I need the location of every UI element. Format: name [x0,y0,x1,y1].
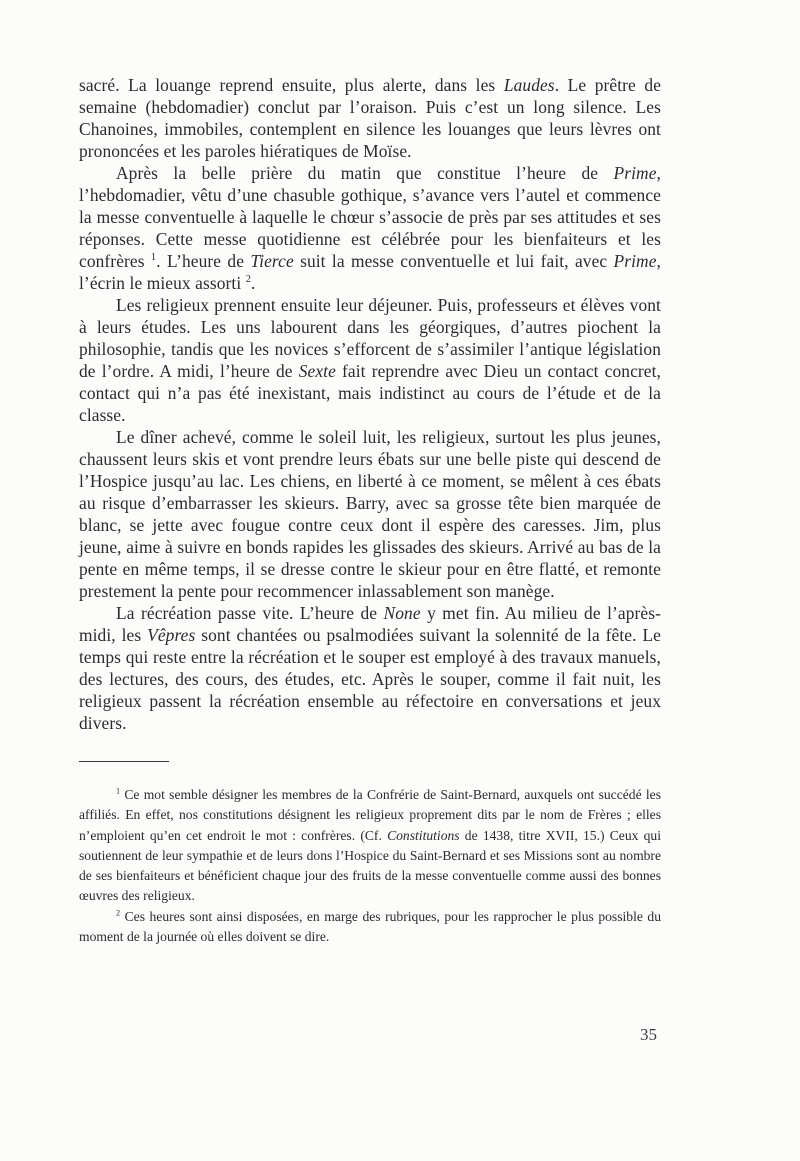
text-run: Après la belle prière du matin que constitue l’heure de [116,163,614,183]
text-run: . [251,273,256,293]
italic-term: Prime [613,163,657,183]
italic-term: Sexte [298,361,336,381]
footnote-1 [79,785,661,907]
italic-term: Tierce [250,251,294,271]
text-run: sacré. La louange reprend ensuite, plus alerte, dans les [79,75,504,95]
text-run: , l’hebdomadier, vêtu d’une chasuble gothique, s’avance vers l’autel et commence la messe conventuelle à laquelle le chœur s’associe de près par ses attitudes et ses réponses. Cette messe quotidienne est célébrée pour les bienfaiteurs et les confrères [79,163,661,271]
text-run: Ces heures sont ainsi disposées, en marge des rubriques, pour les rapprocher le plus possible du moment de la journée où elles doivent se dire. [79,908,661,945]
text-run: Ce mot semble désigner les membres de la Confrérie de Saint-Bernard, auxquels ont succédé les affiliés. En effet, nos constitutions désignent les religieux proprement dits par le nom de Frères ; elles n’emploient qu’en cet endroit le mot : confrères. (Cf. [79,787,661,843]
footnotes [79,785,661,947]
paragraph [79,426,661,602]
footnote-rule [79,761,169,762]
page-body [79,74,661,947]
paragraph [79,294,661,426]
footnote-ref: 1 [116,786,121,796]
text-run: Les religieux prennent ensuite leur déjeuner. Puis, professeurs et élèves vont à leurs études. Les uns labourent dans les géorgiques, d’autres piochent la philosophie, tandis que les novices s’efforcent de s’assimiler l’antique législation de l’ordre. A midi, l’heure de [79,295,661,381]
text-run: de 1438, titre XVII, 15.) Ceux qui soutiennent de leur sympathie et de leurs dons l’Hospice du Saint-Bernard et ses Missions sont au nombre de ses bienfaiteurs et bénéficient chaque jour des fruits de la messe conventuelle comme aussi des bonnes œuvres des religieux. [79,827,661,904]
italic-term: Vêpres [147,625,196,645]
footnote-ref: 2 [116,908,121,918]
text-run: suit la messe conventuelle et lui fait, avec [293,251,614,271]
text-run: . Le prêtre de semaine (hebdomadier) conclut par l’oraison. Puis c’est un long silence. Les Chanoines, immobiles, contemplent en silence les louanges que leurs lèvres ont prononcées et les paroles hiératiques de Moïse. [79,75,662,161]
page-number: 35 [640,1025,657,1044]
italic-term: Prime [613,251,657,271]
italic-term: Constitutions [387,827,460,843]
footnote-ref: 1 [150,252,157,264]
paragraph [79,162,661,294]
paragraph [79,74,661,162]
text-run: y met fin. Au milieu de l’après-midi, les [79,603,661,645]
text-run: Le dîner achevé, comme le soleil luit, les religieux, surtout les plus jeunes, chaussent leurs skis et vont prendre leurs ébats sur une belle piste qui descend de l’Hospice jusqu’au lac. Les chiens, en liberté à ce moment, se mêlent à ces ébats au risque d’embarrasser les skieurs. Barry, avec sa grosse tête bien marquée de blanc, se jette avec fougue contre ceux dont il espère des caresses. Jim, plus jeune, aime à suivre en bonds rapides les glissades des skieurs. Arrivé au bas de la pente en même temps, il se dresse contre le skieur pour en être flatté, et remonte prestement la pente pour recommencer inlassablement son manège. [79,427,661,601]
italic-term: Laudes [503,75,555,95]
text-run: sont chantées ou psalmodiées suivant la solennité de la fête. Le temps qui reste entre la récréation et le souper est employé à des travaux manuels, des lectures, des cours, des études, etc. Après le souper, comme il fait nuit, les religieux passent la récréation ensemble au réfectoire en conversations et jeux divers. [79,625,661,733]
text-run: fait reprendre avec Dieu un contact concret, contact qui n’a pas été inexistant, mais indistinct au cours de l’étude et de la classe. [79,361,662,425]
text-run: . L’heure de [156,251,251,271]
footnote-ref: 2 [245,274,252,286]
text-run: , l’écrin le mieux assorti [79,251,661,293]
italic-term: None [383,603,421,623]
main-text [79,74,661,734]
footnote-2 [79,907,661,948]
text-run: La récréation passe vite. L’heure de [116,603,384,623]
paragraph [79,602,661,734]
